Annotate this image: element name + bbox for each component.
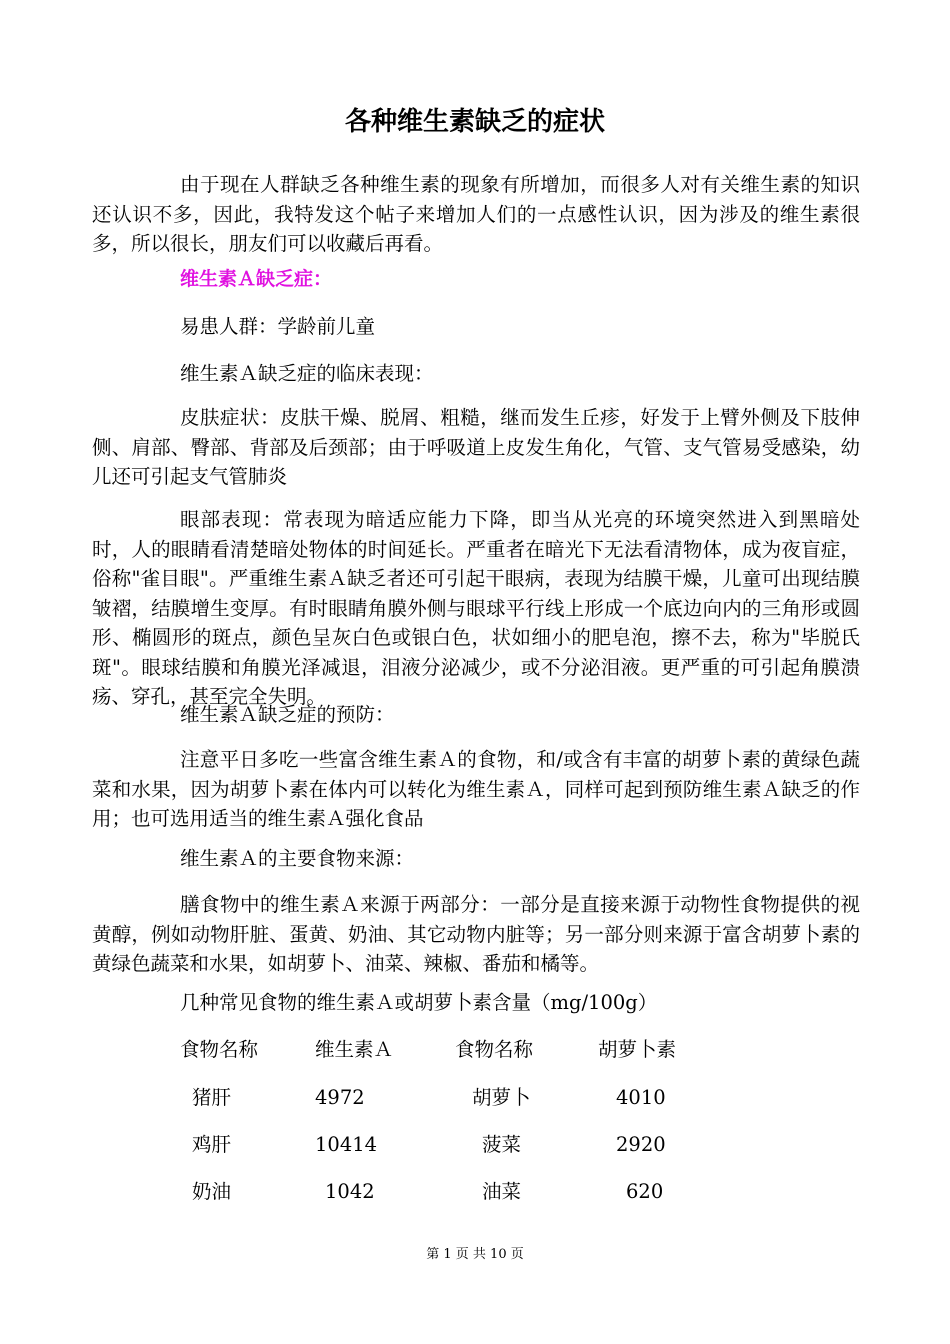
skin-symptoms-paragraph: 皮肤症状：皮肤干燥、脱屑、粗糙，继而发生丘疹，好发于上臂外侧及下肢伸侧、肩部、臀部、背部及后颈部；由于呼吸道上皮发生角化，气管、支气管易受感染，幼儿还可引起支气管肺炎 xyxy=(92,406,860,488)
table-cell: 鸡肝 xyxy=(192,1133,232,1156)
table-cell: 2920 xyxy=(616,1133,666,1156)
section-a-heading-text: 维生素Ａ缺乏症： xyxy=(180,268,333,290)
table-cell: 1042 xyxy=(325,1180,375,1203)
clinical-heading: 维生素Ａ缺乏症的临床表现： xyxy=(180,362,434,385)
table-caption: 几种常见食物的维生素Ａ或胡萝卜素含量（mg/100g） xyxy=(180,991,658,1014)
page-footer: 第 1 页 共 10 页 xyxy=(426,1247,524,1262)
document-title: 各种维生素缺乏的症状 xyxy=(344,107,605,137)
intro-paragraph: 由于现在人群缺乏各种维生素的现象有所增加，而很多人对有关维生素的知识还认识不多，因此，我特发这个帖子来增加人们的一点感性认识，因为涉及的维生素很多，所以很长，朋友们可以收藏后再看。 xyxy=(92,173,860,255)
prevention-paragraph: 注意平日多吃一些富含维生素Ａ的食物，和/或含有丰富的胡萝卜素的黄绿色蔬菜和水果，因为胡萝卜素在体内可以转化为维生素Ａ，同样可起到预防维生素Ａ缺乏的作用；也可选用适当的维生素Ａ强化食品 xyxy=(92,748,860,830)
food-sources-heading: 维生素Ａ的主要食物来源： xyxy=(180,847,415,870)
table-cell: 胡萝卜 xyxy=(472,1086,531,1109)
table-cell: 菠菜 xyxy=(482,1133,522,1156)
food-sources-paragraph: 膳食物中的维生素Ａ来源于两部分：一部分是直接来源于动物性食物提供的视黄醇，例如动物肝脏、蛋黄、奶油、其它动物内脏等；另一部分则来源于富含胡萝卜素的黄绿色蔬菜和水果，如胡萝卜、油菜、辣椒、番茄和橘等。 xyxy=(92,893,860,975)
table-cell: 10414 xyxy=(315,1133,378,1156)
table-cell: 油菜 xyxy=(482,1180,522,1203)
table-cell: 4010 xyxy=(616,1086,666,1109)
table-header: 食物名称 xyxy=(455,1038,534,1061)
prevention-heading: 维生素Ａ缺乏症的预防： xyxy=(180,703,395,726)
table-cell: 奶油 xyxy=(192,1180,232,1203)
table-header: 胡萝卜素 xyxy=(598,1038,677,1061)
table-header: 食物名称 xyxy=(180,1038,259,1061)
susceptible-group: 易患人群：学龄前儿童 xyxy=(180,315,376,338)
eye-symptoms-paragraph: 眼部表现：常表现为暗适应能力下降，即当从光亮的环境突然进入到黑暗处时，人的眼睛看清楚暗处物体的时间延长。严重者在暗光下无法看清物体，成为夜盲症，俗称"雀目眼"。严重维生素Ａ缺乏者还可引起干眼病，表现为结膜干燥，儿童可出现结膜皱褶，结膜增生变厚。有时眼睛角膜外侧与眼球平行线上形成一个底边向内的三角形或圆形、椭圆形的斑点，颜色呈灰白色或银白色，状如细小的肥皂泡，擦不去，称为"毕脱氏斑"。眼球结膜和角膜光泽减退，泪液分泌减少，或不分泌泪液。更严重的可引起角膜溃疡、穿孔，甚至完全失明。 xyxy=(92,508,860,708)
table-header: 维生素Ａ xyxy=(315,1038,394,1061)
section-a-heading xyxy=(180,264,332,295)
table-cell: 猪肝 xyxy=(192,1086,232,1109)
table-cell: 4972 xyxy=(315,1086,365,1109)
table-cell: 620 xyxy=(626,1180,664,1203)
